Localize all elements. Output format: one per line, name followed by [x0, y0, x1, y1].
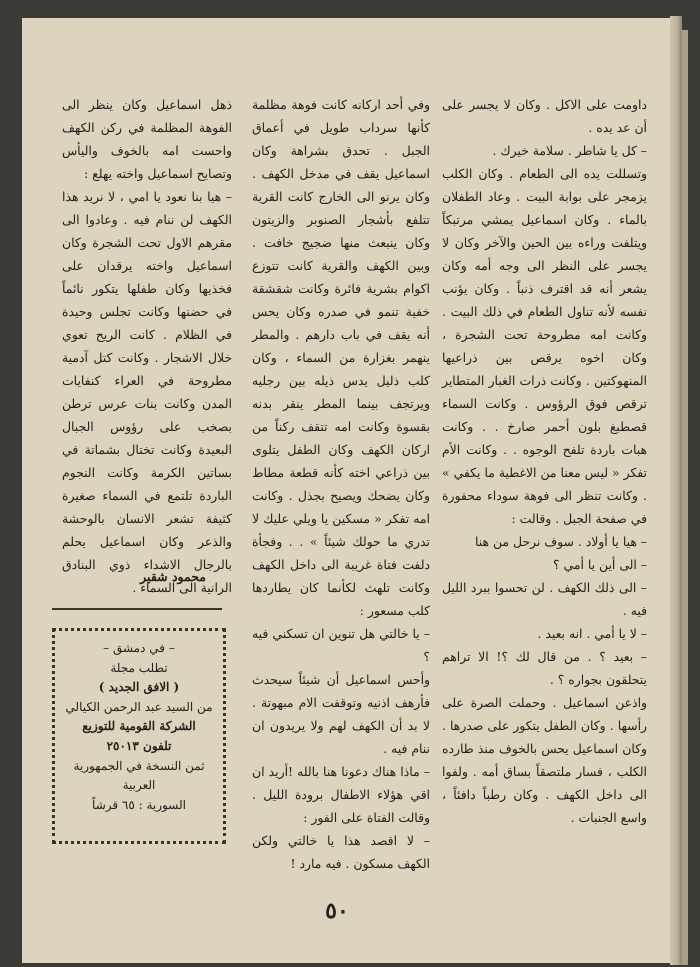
paragraph: وأحس اسماعيل أن شيئاً سيحدث فأرهف اذنيه وتوقفت الام مبهوتة . لا بد أن الكهف لهم ولا يريدون ان ننام فيه . — [252, 672, 430, 756]
paragraph: وتسللت يده الى الطعام . وكان الكلب يزمجر على بوابة البيت . وعاد الطفلان بالماء . وكان اسماعيل يمشي مرتبكاً ويتلفت وراءه بين الحين والآخر وكان لا يجسر على النظر الى وجه أمه وكان يشعر أنه قد اقترف ذنباً . وكان يؤنب نفسه لأنه تناول الطعام في ذلك البيت . وكانت امه مطروحة تحت الشجرة ، وكان اخوه يرقص بين ذراعيها المنهوكتين . وكانت ذرات الغبار المتطاير ترقص فوق الرؤوس . وكانت السماء قصطبغ بلون أحمر صارخ . . وكانت هبات باردة تلفح الوجوه . . وكانت الأم تفكر « ليس معنا من الاغطية ما يكفي » . وكانت تنظر الى فوهة سوداء محفورة في صفحة الجبل . وقالت : — [442, 166, 647, 526]
right-text-column — [442, 93, 647, 829]
ad-line-price: السورية : ٦٥ قرشاً — [92, 797, 186, 812]
dialogue-line: – لا يا أمي . انه بعيد . — [537, 626, 647, 641]
page-stack-edge — [682, 30, 688, 965]
left-text-column — [62, 93, 232, 599]
advertisement-text — [61, 639, 217, 815]
paragraph: داومت على الاكل . وكان لا يجسر على أن عد يده . — [442, 97, 647, 135]
page-number: ٥٠ — [325, 898, 349, 924]
ad-line-price-label: ثمن النسخة في الجمهورية العربية — [73, 758, 205, 793]
middle-text-column — [252, 93, 430, 875]
magazine-page — [22, 18, 670, 963]
dialogue-line: – لا اقصد هذا يا خالتي ولكن الكهف مسكون . فيه مارد ! — [252, 833, 430, 871]
dialogue-line: – بعيد ؟ . من قال لك ؟! الا تراهم يتحلقون بجواره ؟ . — [442, 649, 647, 687]
ad-line-distributor: الشركة القومية للتوزيع — [82, 719, 196, 734]
dialogue-line: – كل يا شاطر . سلامة خيرك . — [492, 143, 647, 158]
dialogue-line: – هيا يا أولاد . سوف نرحل من هنا — [475, 534, 647, 549]
dialogue-line: – ماذا هناك دعونا هنا بالله !أريد ان اقي هؤلاء الاطفال برودة الليل . وقالت الفتاة على الفور : — [252, 764, 430, 825]
ad-line-request: تطلب مجلة — [110, 660, 168, 675]
dialogue-line: – الى ذلك الكهف . لن تحسوا ببرد الليل فيه . — [442, 580, 647, 618]
ad-line-phone: تلفون ٢٥٠١٣ — [106, 738, 172, 753]
author-signature: محمود شقير — [140, 569, 206, 584]
ad-line-agent: من السيد عبد الرحمن الكيالي — [65, 699, 213, 714]
horizontal-divider — [52, 608, 222, 610]
ad-line-city: – في دمشق – — [103, 641, 175, 655]
ad-line-magazine-name: ( الافق الجديد ) — [98, 680, 180, 695]
dialogue-line: – الى أين يا أمي ؟ — [553, 557, 647, 572]
paragraph: واذعن اسماعيل . وحملت الصرة على رأسها . وكان الطفل يتكور على صدرها . وكان اسماعيل يحس بالخوف منذ طارده الكلب ، فسار ملتصقاً بساق أمه . ولفوا الى داخل الكهف . وكان رطباً دافئاً ، واسع الجنبات . — [442, 695, 647, 825]
advertisement-box — [52, 628, 226, 844]
page-edge — [670, 16, 682, 965]
paragraph: ذهل اسماعيل وكان ينظر الى الفوهة المظلمة في ركن الكهف واحست امه بالخوف واليأس وتصايح اسماعيل واخته يهلع : — [62, 97, 232, 181]
paragraph: – هيا بنا نعود يا امي ، لا نريد هذا الكهف لن ننام فيه . وعادوا الى مقرهم الاول تحت الشجرة وكان اسماعيل واخته يرقدان على فخذيها وكان طفلها يتكور نائماً في حضنها وكانت تجلس وحيدة في الظلام . كانت الريح تعوي خلال الاشجار . وكانت كتل آدمية مطروحة في العراء كنفايات المدن وكانت بنات عرس ترطن بصخب على رؤوس الجبال البعيدة وكانت تختال بشماتة في بساتين الكرمة وكانت النجوم الباردة تلتمع في السماء صغيرة كثيفة تشعر الانسان بالوحشة والذعر وكان اسماعيل يحلم بالرجال الاشداء ذوي البنادق الرانية الى السماء . — [62, 189, 232, 595]
paragraph: وفي أحد اركانه كانت فوهة مظلمة كأنها سرداب طويل في أعماق الجبل . تحدق بشراهة وكان اسماعيل يقف في مدخل الكهف . وكان يرنو الى الخارج كانت القرية تتلفع بأشجار الصنوبر والزيتون وكان ينبعث منها ضجيج خافت . وبين الكهف والقرية كانت تتوزع اكوام بشرية فائرة وكانت شقشقة خفية تنمو في صدره وكان يحس أنه يقف في باب دارهم . والمطر ينهمر بغزارة من السماء ، وكان كلب ذليل يدس ذيله بين رجليه ويرتجف بينما المطر ينقر بدنه بقسوة وكانت امه تتقف ركناً من اركان الكهف وكان الطفل يتلوى بين ذراعي اخته كأنه قطعة مطاط وكان يضحك ويصيح بجذل . وكانت امه تفكر « مسكين يا ويلي عليك لا تدري ما حولك شيئاً » . . وفجأة دلفت فتاة غريبة الى داخل الكهف وكانت تلهث لكأنما كان يطاردها كلب مسعور : — [252, 97, 430, 618]
dialogue-line: – يا خالتي هل تنوين ان تسكني فيه ؟ — [252, 626, 430, 664]
